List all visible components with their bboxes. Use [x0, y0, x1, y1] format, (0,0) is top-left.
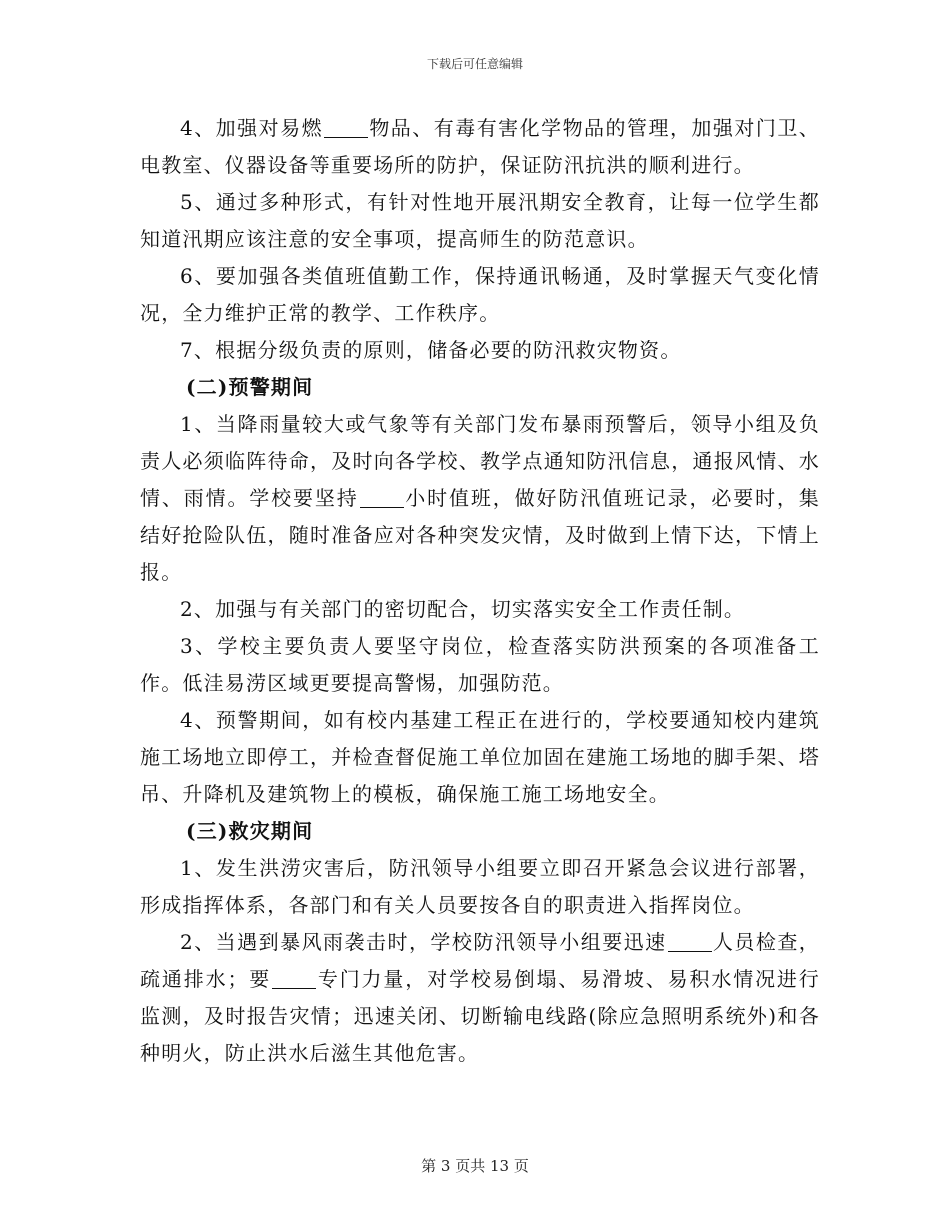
paragraph-safety-management: 4、加强对易燃 物品、有毒有害化学物品的管理，加强对门卫、电教室、仪器设备等重要场所的防护，保证防汛抗洪的顺利进行。: [140, 116, 821, 177]
paragraph-safety-education: 5、通过多种形式，有针对性地开展汛期安全教育，让每一位学生都知道汛期应该注意的安全事项，提高师生的防范意识。: [140, 190, 820, 251]
section-heading-relief-period: (三)救灾期间: [186, 819, 314, 843]
fill-blank: [324, 117, 368, 138]
paragraph-warning-response: 1、当降雨量较大或气象等有关部门发布暴雨预警后，领导小组及负责人必须临阵待命，及时向各学校、教学点通知防汛信息，通报风情、水情、雨情。学校要坚持 小时值班，做好防汛值班记录，必要时，集结好抢险队伍，随时准备应对各种突发灾情，及时做到上情下达，下情上报。: [140, 412, 820, 584]
paragraph-emergency-meeting: 1、发生洪涝灾害后，防汛领导小组要立即召开紧急会议进行部署，形成指挥体系，各部门和有关人员要按各自的职责进入指挥岗位。: [140, 856, 820, 917]
page-footer: 第 3 页共 13 页: [421, 1157, 529, 1175]
fill-blank: [360, 487, 404, 508]
fill-blank: [272, 968, 316, 989]
paragraph-storm-response: 2、当遇到暴风雨袭击时，学校防汛领导小组要迅速 人员检查，疏通排水；要 专门力量，对学校易倒塌、易滑坡、易积水情况进行监测，及时报告灾情；迅速关闭、切断输电线路(除应急照明系统外)和各种明火，防止洪水后滋生其他危害。: [140, 930, 821, 1065]
paragraph-construction-halt: 4、预警期间，如有校内基建工程正在进行的，学校要通知校内建筑施工场地立即停工，并检查督促施工单位加固在建施工场地的脚手架、塔吊、升降机及建筑物上的模板，确保施工施工场地安全。: [140, 708, 820, 806]
fill-blank: [668, 931, 712, 952]
paragraph-leadership-post: 3、学校主要负责人要坚守岗位，检查落实防洪预案的各项准备工作。低洼易涝区域更要提高警惕，加强防范。: [140, 634, 820, 695]
paragraph-cooperation: 2、加强与有关部门的密切配合，切实落实安全工作责任制。: [180, 597, 746, 621]
page-header: 下载后可任意编辑: [426, 57, 523, 71]
section-heading-warning-period: (二)预警期间: [186, 375, 314, 399]
paragraph-reserve-supplies: 7、根据分级负责的原则，储备必要的防汛救灾物资。: [180, 338, 682, 362]
document-body: [140, 110, 820, 1072]
paragraph-duty-work: 6、要加强各类值班值勤工作，保持通讯畅通，及时掌握天气变化情况，全力维护正常的教学、工作秩序。: [140, 264, 820, 325]
